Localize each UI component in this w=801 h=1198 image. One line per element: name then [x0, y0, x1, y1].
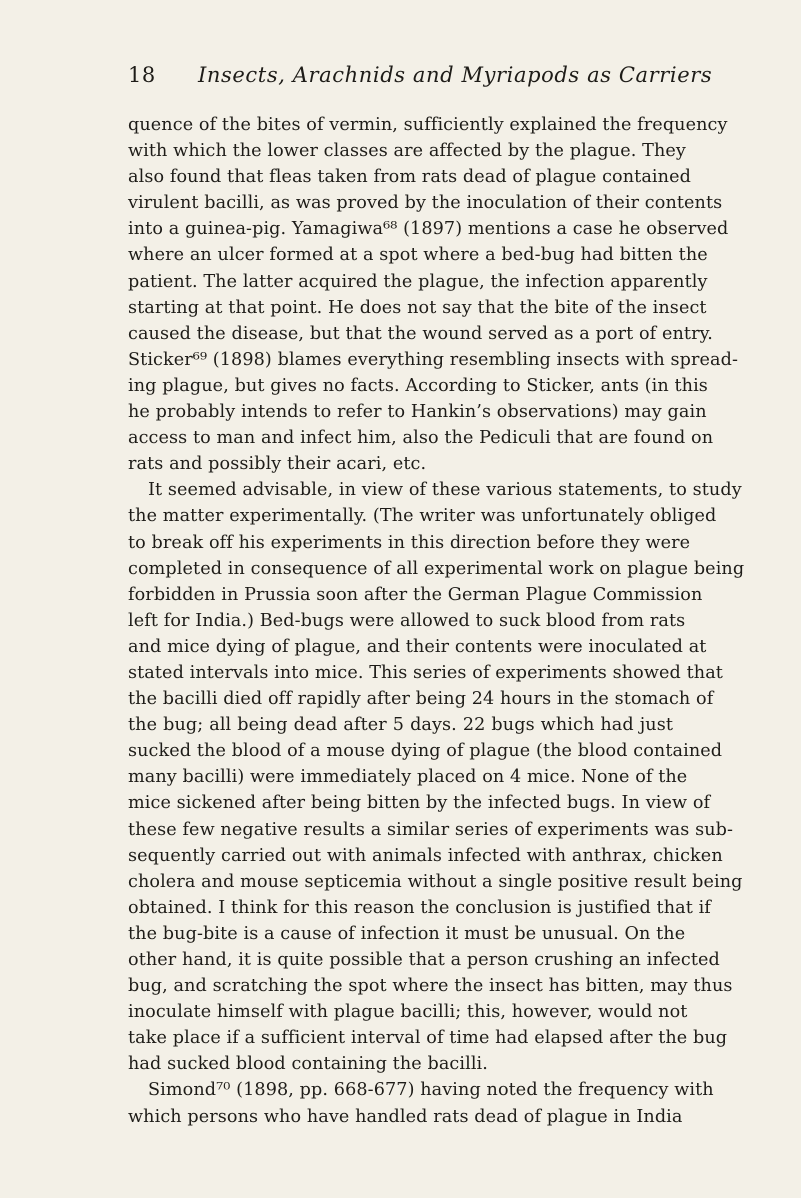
- text-line: to break off his experiments in this direction before they were: [128, 532, 691, 553]
- text-line: virulent bacilli, as was proved by the inoculation of their contents: [128, 193, 723, 214]
- text-line: Sticker⁶⁹ (1898) blames everything resembling insects with spread-: [128, 349, 738, 370]
- text-line: access to man and infect him, also the Pediculi that are found on: [128, 428, 714, 449]
- text-line: cholera and mouse septicemia without a single positive result being: [128, 871, 743, 892]
- text-line: ing plague, but gives no facts. According to Sticker, ants (in this: [128, 375, 708, 396]
- text-line: sucked the blood of a mouse dying of plague (the blood contained: [128, 741, 723, 762]
- text-line: also found that fleas taken from rats dead of plague contained: [128, 167, 691, 188]
- text-line: other hand, it is quite possible that a person crushing an infected: [128, 950, 720, 970]
- text-line: quence of the bites of vermin, sufficiently explained the frequency: [128, 115, 728, 135]
- text-line: take place if a sufficient interval of time had elapsed after the bug: [128, 1028, 728, 1049]
- text-line: many bacilli) were immediately placed on 4 mice. None of the: [128, 767, 688, 788]
- text-line: the bacilli died off rapidly after being 24 hours in the stomach of: [128, 689, 714, 710]
- text-line: caused the disease, but that the wound served as a port of entry.: [128, 323, 713, 344]
- text-line: these few negative results a similar series of experiments was sub-: [128, 819, 734, 840]
- text-line: bug, and scratching the spot where the insect has bitten, may thus: [128, 976, 733, 997]
- running-title: Insects, Arachnids and Myriapods as Carriers: [198, 63, 713, 87]
- text-line: and mice dying of plague, and their contents were inoculated at: [128, 636, 707, 657]
- text-line: the bug; all being dead after 5 days. 22 bugs which had just: [128, 715, 673, 736]
- text-line: into a guinea-pig. Yamagiwa⁶⁸ (1897) mentions a case he observed: [128, 219, 729, 240]
- text-line: which persons who have handled rats dead of plague in India: [128, 1106, 683, 1127]
- text-line: completed in consequence of all experimental work on plague being: [128, 558, 745, 579]
- text-line: It seemed advisable, in view of these various statements, to study: [148, 480, 742, 501]
- page-header: [128, 63, 713, 91]
- text-line: forbidden in Prussia soon after the German Plague Commission: [128, 584, 703, 605]
- text-line: left for India.) Bed-bugs were allowed to suck blood from rats: [128, 610, 686, 631]
- text-line: obtained. I think for this reason the conclusion is justified that if: [128, 897, 711, 918]
- text-line: where an ulcer formed at a spot where a bed-bug had bitten the: [128, 245, 708, 266]
- text-line: sequently carried out with animals infected with anthrax, chicken: [128, 845, 723, 866]
- text-line: stated intervals into mice. This series of experiments showed that: [128, 662, 723, 683]
- text-line: with which the lower classes are affected by the plague. They: [128, 141, 686, 162]
- text-line: patient. The latter acquired the plague, the infection apparently: [128, 271, 708, 292]
- text-line: the bug-bite is a cause of infection it must be unusual. On the: [128, 923, 686, 944]
- text-line: rats and possibly their acari, etc.: [128, 454, 427, 475]
- text-line: inoculate himself with plague bacilli; this, however, would not: [128, 1002, 688, 1023]
- text-line: starting at that point. He does not say that the bite of the insect: [128, 297, 707, 318]
- body-text: [128, 112, 745, 1130]
- text-line: mice sickened after being bitten by the infected bugs. In view of: [128, 793, 711, 814]
- text-line: the matter experimentally. (The writer was unfortunately obliged: [128, 506, 717, 527]
- text-line: had sucked blood containing the bacilli.: [128, 1054, 488, 1075]
- text-line: he probably intends to refer to Hankin’s observations) may gain: [128, 402, 707, 423]
- text-line: Simond⁷⁰ (1898, pp. 668-677) having noted the frequency with: [148, 1080, 714, 1101]
- page-number: 18: [128, 63, 156, 87]
